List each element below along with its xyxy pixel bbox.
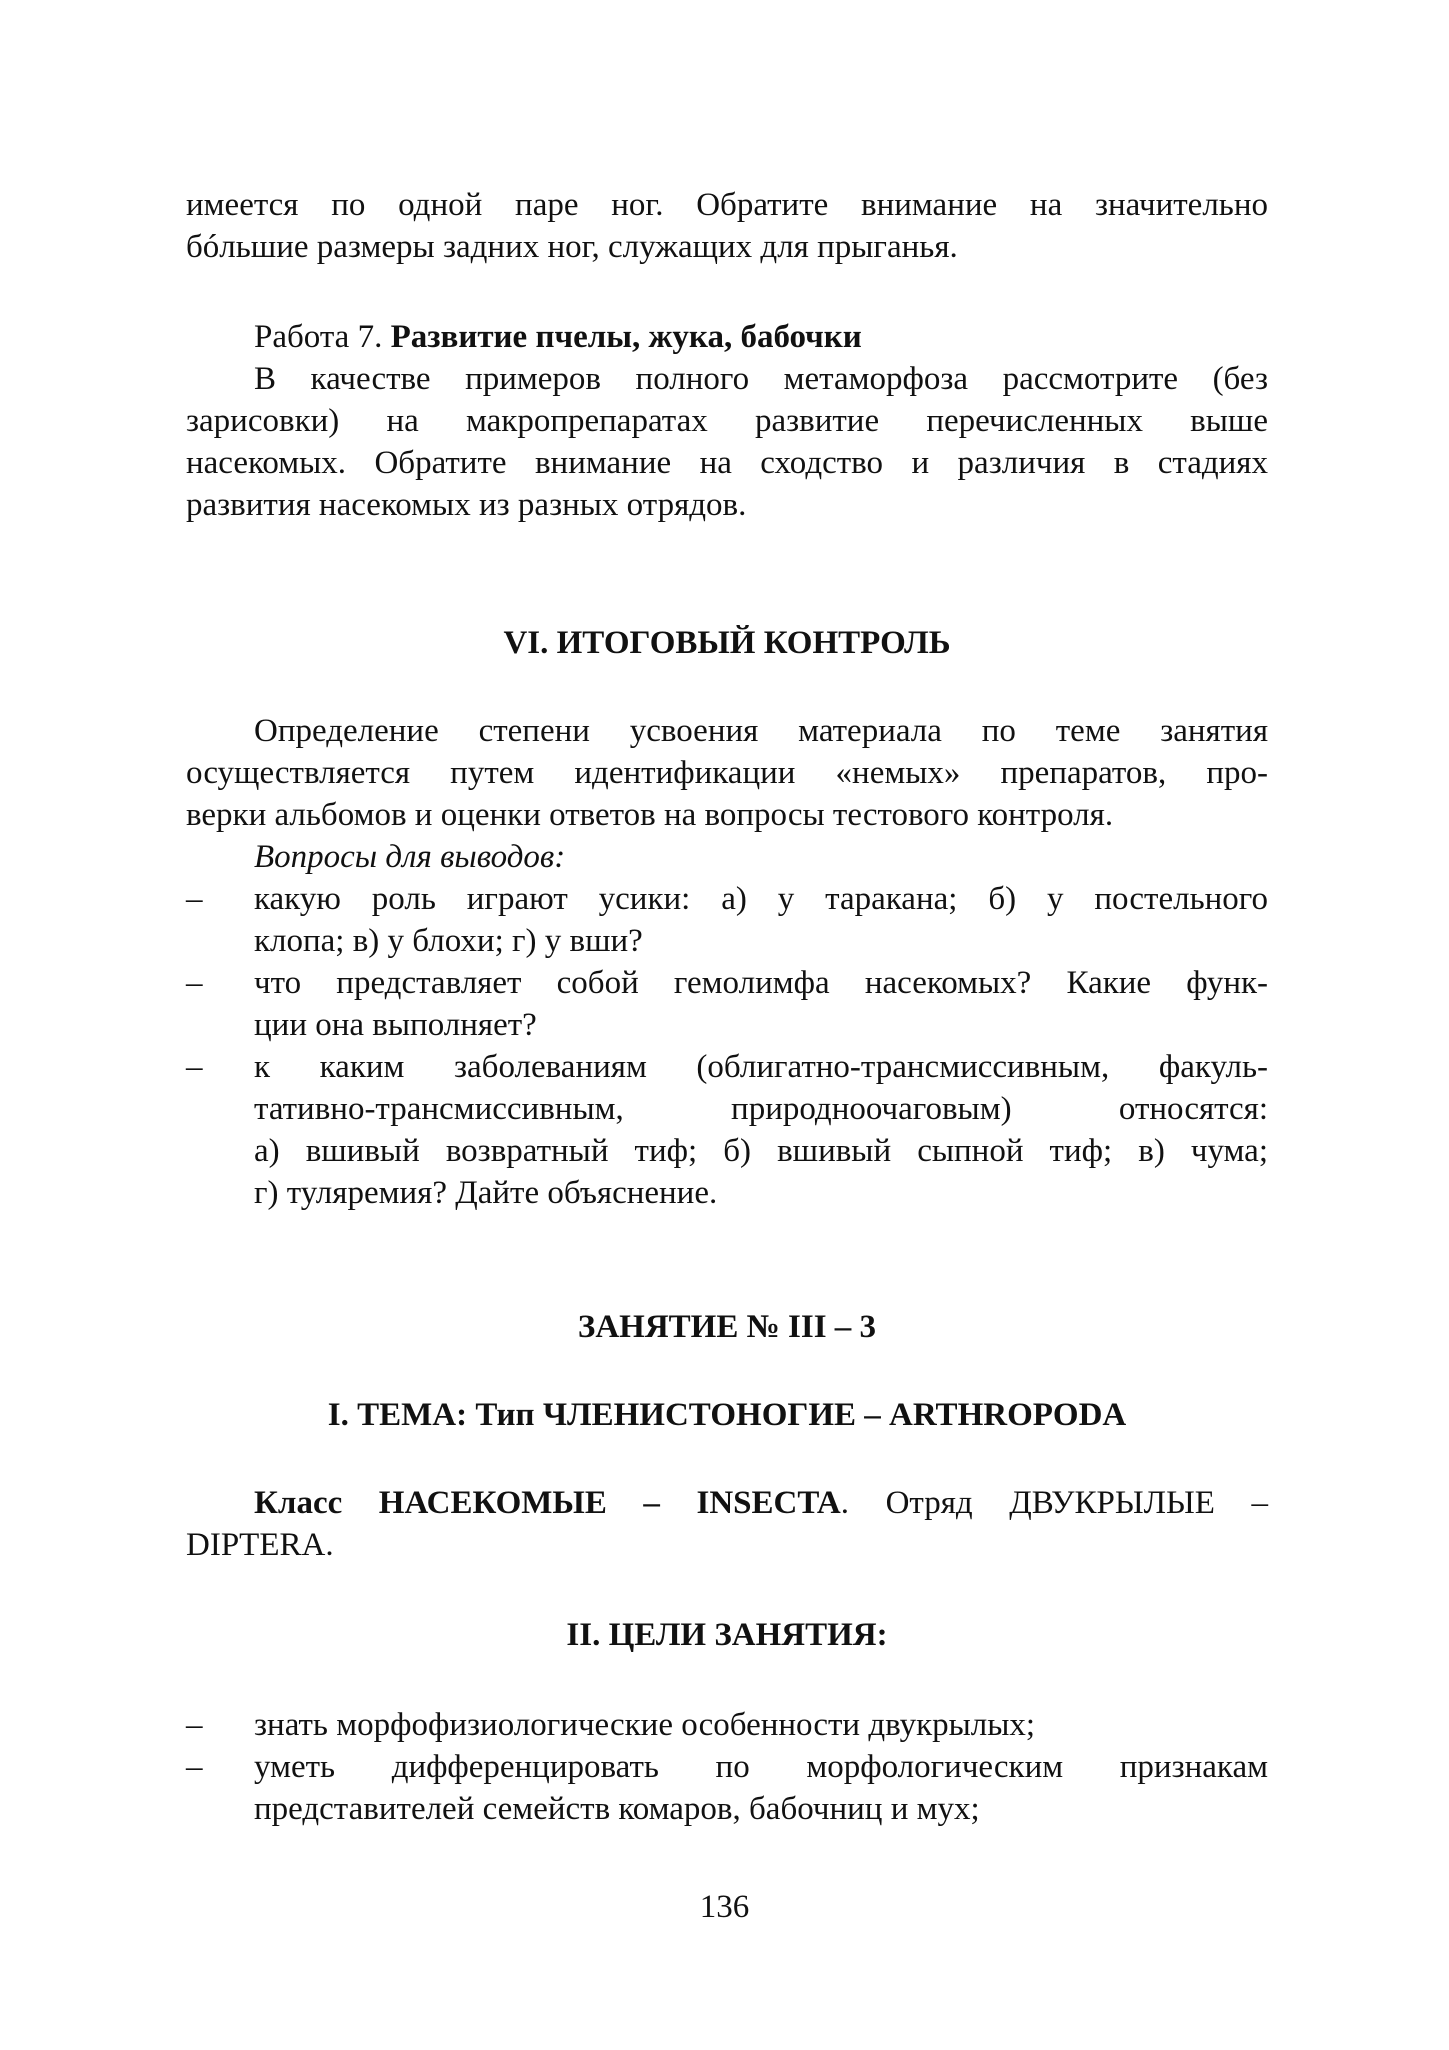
text-line: имеется по одной паре ног. Обратите внимание на значительно [186, 187, 1268, 223]
text-line: г) туляремия? Дайте объяснение. [254, 1175, 718, 1211]
goals-block [186, 1704, 1268, 1830]
text-line: Определение степени усвоения материала по теме занятия [254, 713, 1268, 749]
text-line: насекомых. Обратите внимание на сходство и различия в стадиях [186, 445, 1268, 481]
text-line: развития насекомых из разных отрядов. [186, 487, 747, 523]
text-line: знать морфофизиологические особенности двукрылых; [254, 1707, 1036, 1743]
list-item [186, 962, 1268, 1046]
lesson-heading: ЗАНЯТИЕ № III – 3 [577, 1309, 877, 1345]
list-item [186, 1704, 1268, 1746]
dash-bullet: – [186, 965, 203, 1001]
text-line: представителей семейств комаров, бабочниц и мух; [254, 1791, 980, 1827]
text-line: верки альбомов и оценки ответов на вопросы тестового контроля. [186, 797, 1114, 833]
questions-label: Вопросы для выводов: [254, 839, 566, 875]
dash-bullet: – [186, 1707, 203, 1743]
section-6-body [186, 710, 1268, 1214]
class-name: Класс НАСЕКОМЫЕ – INSECTA [254, 1485, 841, 1521]
text-line: зарисовки) на макропрепаратах развитие перечисленных выше [186, 403, 1268, 439]
order-name: . Отряд ДВУКРЫЛЫЕ – [840, 1485, 1268, 1521]
text-line [186, 1482, 1268, 1524]
questions-list [186, 878, 1268, 1214]
text-line: В качестве примеров полного метаморфоза рассмотрите (без [254, 361, 1268, 397]
work-7-label: Работа 7. [254, 319, 391, 355]
section-6-heading: VI. ИТОГОВЫЙ КОНТРОЛЬ [503, 625, 951, 661]
list-item [186, 878, 1268, 962]
text-line: к каким заболеваниям (облигатно-трансмиссивным, факуль- [254, 1049, 1268, 1085]
work-7-block [186, 316, 1268, 526]
dash-bullet: – [186, 1049, 203, 1085]
class-line [186, 1482, 1268, 1566]
work-7-heading [186, 316, 1268, 358]
text-line: DIPTERA. [186, 1527, 334, 1563]
text-line: какую роль играют усики: а) у таракана; б) у постельного [254, 881, 1268, 917]
goals-list [186, 1704, 1268, 1830]
text-line: ции она выполняет? [254, 1007, 537, 1043]
text-line: что представляет собой гемолимфа насекомых? Какие функ- [254, 965, 1268, 1001]
list-item [186, 1746, 1268, 1830]
list-item [186, 1046, 1268, 1214]
text-line: клопа; в) у блохи; г) у вши? [254, 923, 643, 959]
text-line: осуществляется путем идентификации «немых» препаратов, про- [186, 755, 1268, 791]
dash-bullet: – [186, 881, 203, 917]
dash-bullet: – [186, 1749, 203, 1785]
lesson-topic: I. ТЕМА: Тип ЧЛЕНИСТОНОГИЕ – ARTHROPODA [327, 1397, 1127, 1433]
text-line: уметь дифференцировать по морфологическим признакам [254, 1749, 1268, 1785]
continuation-paragraph [186, 184, 1268, 268]
section-2-heading: II. ЦЕЛИ ЗАНЯТИЯ: [566, 1617, 888, 1653]
text-line: тативно-трансмиссивным, природноочаговым) относятся: [254, 1091, 1268, 1127]
work-7-title: Развитие пчелы, жука, бабочки [390, 319, 862, 355]
page-number: 136 [699, 1889, 750, 1925]
text-line: а) вшивый возвратный тиф; б) вшивый сыпной тиф; в) чума; [254, 1133, 1268, 1169]
text-line: бóльшие размеры задних ног, служащих для прыганья. [186, 229, 958, 265]
